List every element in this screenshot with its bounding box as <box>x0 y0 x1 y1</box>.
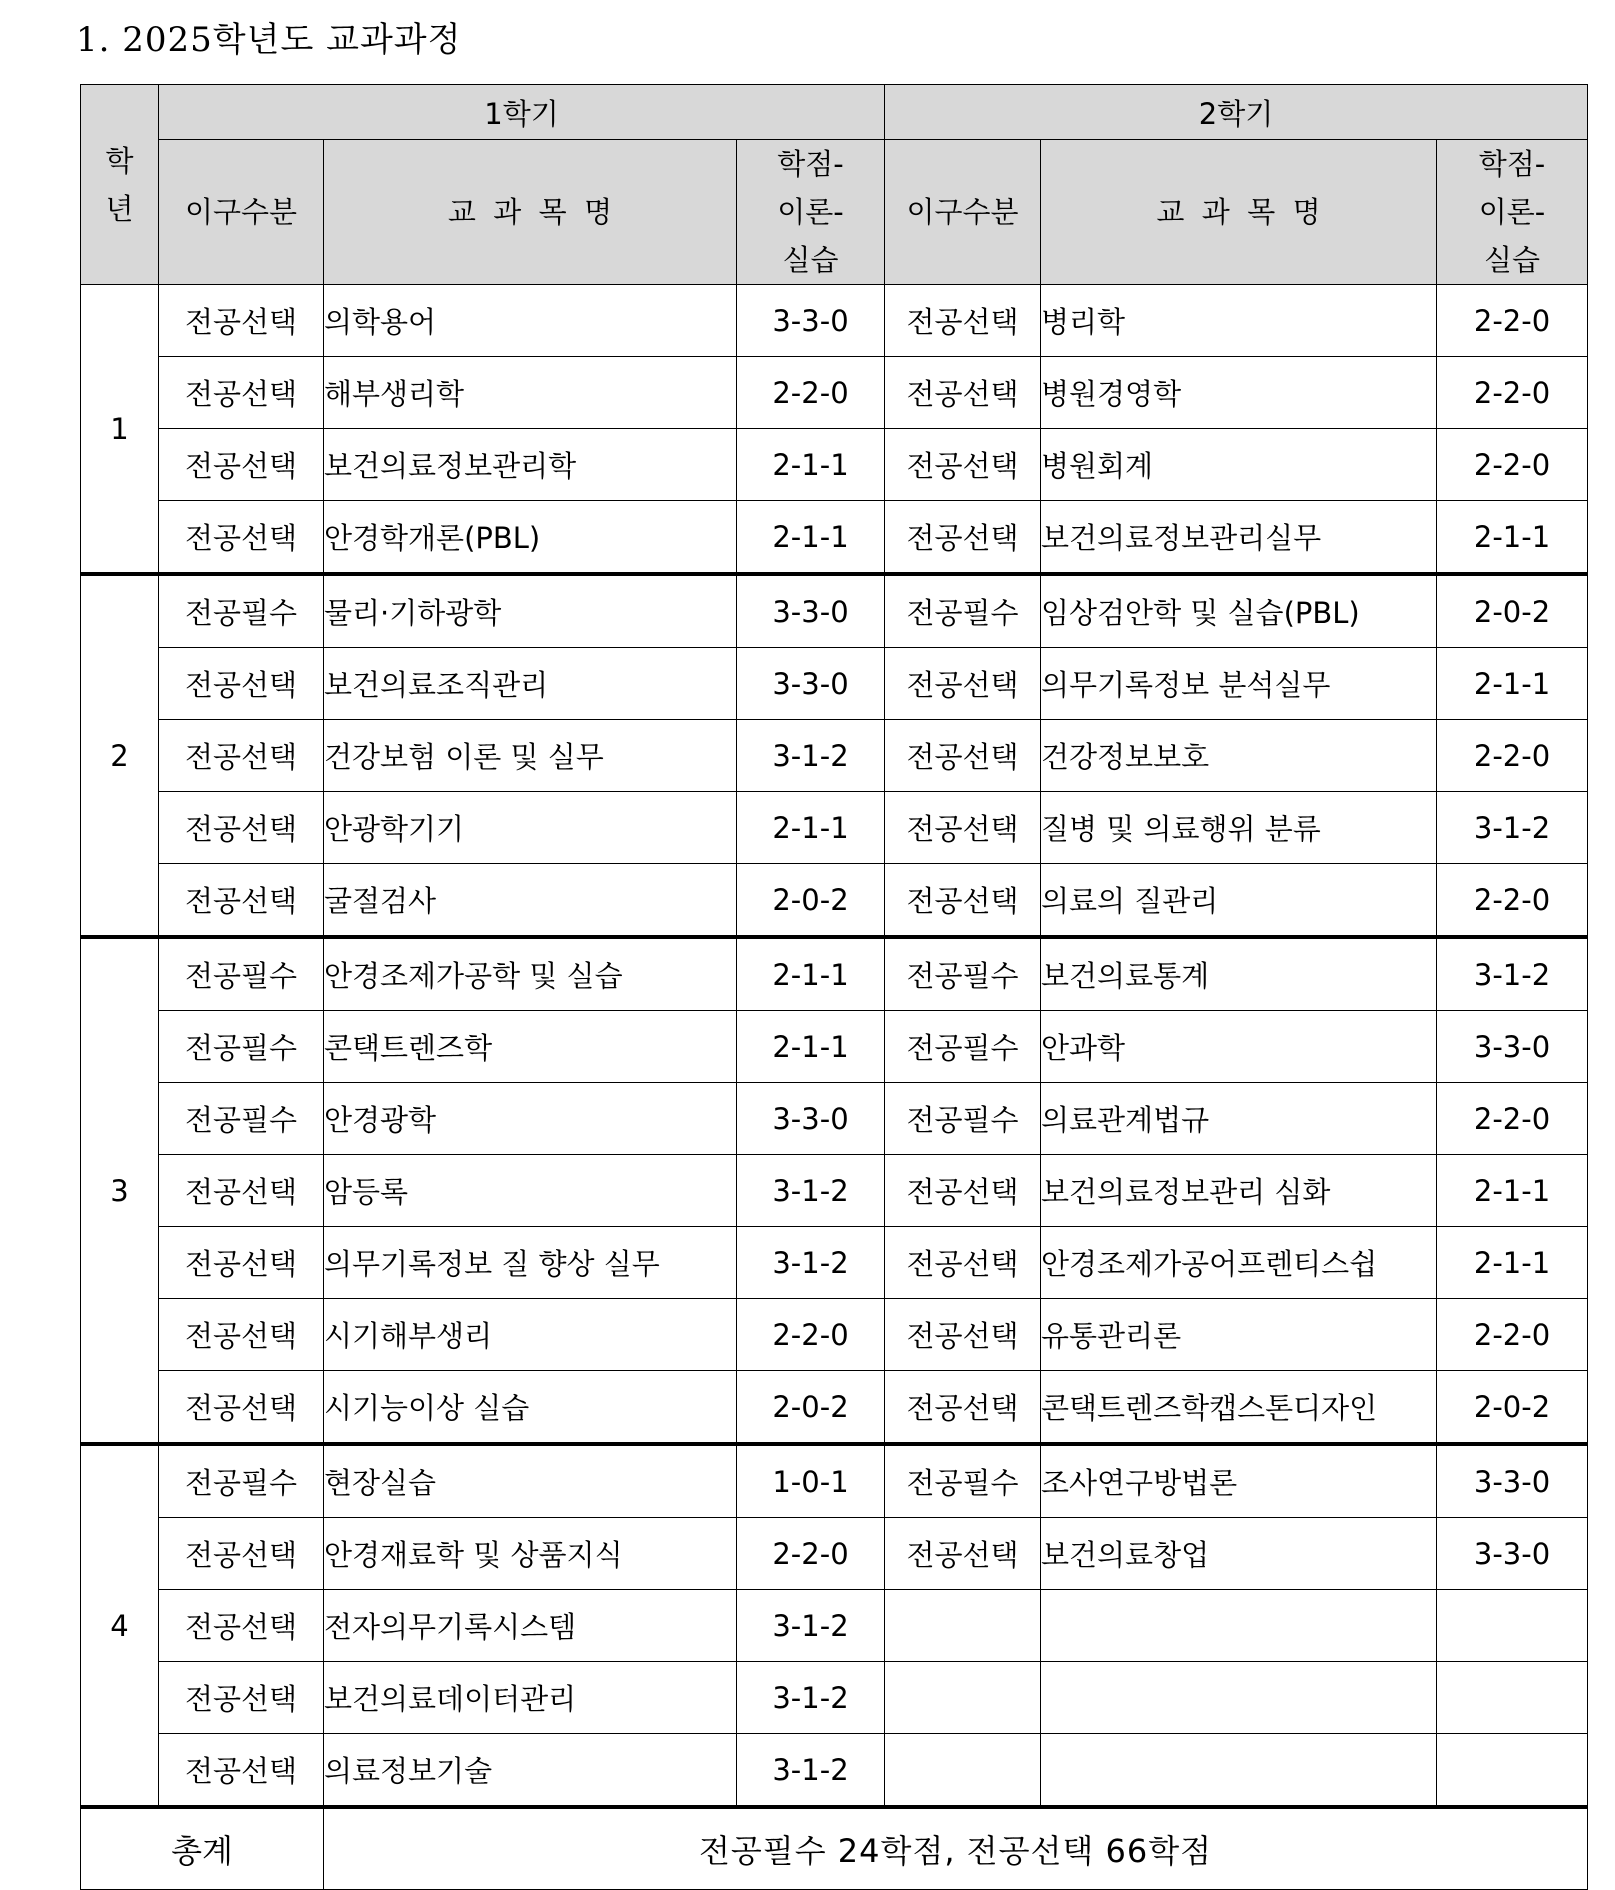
table-row <box>81 1011 1588 1083</box>
division-cell: 전공선택 <box>159 1299 324 1371</box>
total-row <box>81 1807 1588 1890</box>
credits-cell: 2-1-1 <box>737 1011 885 1083</box>
division-cell: 전공선택 <box>885 1227 1041 1299</box>
credits-cell <box>1437 1590 1588 1662</box>
course-cell: 조사연구방법론 <box>1041 1444 1437 1518</box>
credits-cell: 2-2-0 <box>737 1299 885 1371</box>
credits-cell: 2-1-1 <box>1437 501 1588 575</box>
course-cell: 보건의료데이터관리 <box>324 1662 737 1734</box>
course-cell: 유통관리론 <box>1041 1299 1437 1371</box>
page-title: 1. 2025학년도 교과과정 <box>76 20 462 60</box>
credits-cell: 3-1-2 <box>737 1662 885 1734</box>
division-header: 이구수분 <box>159 140 324 285</box>
course-cell: 의료정보기술 <box>324 1734 737 1808</box>
credits-cell: 3-3-0 <box>1437 1444 1588 1518</box>
table-row <box>81 720 1588 792</box>
course-cell <box>1041 1590 1437 1662</box>
credits-cell: 3-1-2 <box>737 1155 885 1227</box>
course-cell: 현장실습 <box>324 1444 737 1518</box>
credits-cell: 3-1-2 <box>1437 937 1588 1011</box>
course-cell: 질병 및 의료행위 분류 <box>1041 792 1437 864</box>
table-row <box>81 864 1588 938</box>
credits-cell: 2-2-0 <box>1437 285 1588 357</box>
credits-header <box>737 140 885 285</box>
credits-cell: 2-1-1 <box>1437 1155 1588 1227</box>
credits-cell: 2-2-0 <box>737 357 885 429</box>
course-cell: 의무기록정보 분석실무 <box>1041 648 1437 720</box>
year-cell: 4 <box>81 1444 159 1807</box>
division-cell: 전공필수 <box>159 1011 324 1083</box>
course-cell: 안경학개론(PBL) <box>324 501 737 575</box>
course-cell: 의료관계법규 <box>1041 1083 1437 1155</box>
table-row <box>81 1444 1588 1518</box>
credits-cell: 2-2-0 <box>1437 1299 1588 1371</box>
course-cell: 보건의료창업 <box>1041 1518 1437 1590</box>
credits-cell: 2-2-0 <box>1437 864 1588 938</box>
division-cell: 전공선택 <box>159 1518 324 1590</box>
table-row <box>81 648 1588 720</box>
credits-cell: 3-1-2 <box>737 1227 885 1299</box>
course-cell: 임상검안학 및 실습(PBL) <box>1041 574 1437 648</box>
division-cell: 전공선택 <box>159 285 324 357</box>
course-cell: 건강정보보호 <box>1041 720 1437 792</box>
course-cell <box>1041 1734 1437 1808</box>
credits-cell: 2-0-2 <box>737 1371 885 1445</box>
division-cell: 전공선택 <box>159 1155 324 1227</box>
course-header <box>1041 140 1437 285</box>
table-row <box>81 501 1588 575</box>
division-cell: 전공선택 <box>159 720 324 792</box>
division-cell: 전공선택 <box>885 501 1041 575</box>
course-cell: 해부생리학 <box>324 357 737 429</box>
year-header <box>81 85 159 285</box>
course-cell: 시기해부생리 <box>324 1299 737 1371</box>
division-cell: 전공선택 <box>159 501 324 575</box>
division-cell: 전공선택 <box>885 1299 1041 1371</box>
division-cell: 전공필수 <box>159 1444 324 1518</box>
credits-cell: 2-1-1 <box>1437 648 1588 720</box>
course-cell: 안경광학 <box>324 1083 737 1155</box>
credits-cell: 2-1-1 <box>1437 1227 1588 1299</box>
division-cell: 전공필수 <box>159 574 324 648</box>
credits-cell: 3-3-0 <box>737 285 885 357</box>
table-row <box>81 1083 1588 1155</box>
division-cell: 전공선택 <box>885 720 1041 792</box>
table-row <box>81 357 1588 429</box>
division-cell: 전공선택 <box>159 1590 324 1662</box>
division-cell <box>885 1662 1041 1734</box>
course-cell: 안경재료학 및 상품지식 <box>324 1518 737 1590</box>
credits-cell: 3-3-0 <box>737 648 885 720</box>
course-cell <box>1041 1662 1437 1734</box>
table-row <box>81 1299 1588 1371</box>
division-cell: 전공선택 <box>885 357 1041 429</box>
semester2-header: 2학기 <box>885 85 1588 140</box>
credits-cell: 2-2-0 <box>1437 429 1588 501</box>
credits-cell: 3-1-2 <box>737 720 885 792</box>
credits-cell: 3-3-0 <box>737 574 885 648</box>
course-cell: 안경조제가공어프렌티스쉽 <box>1041 1227 1437 1299</box>
division-cell: 전공선택 <box>885 285 1041 357</box>
course-header <box>324 140 737 285</box>
course-cell: 의료의 질관리 <box>1041 864 1437 938</box>
division-cell: 전공선택 <box>885 792 1041 864</box>
credits-cell: 1-0-1 <box>737 1444 885 1518</box>
division-cell: 전공선택 <box>885 864 1041 938</box>
division-cell: 전공선택 <box>159 1662 324 1734</box>
credits-cell: 2-0-2 <box>1437 1371 1588 1445</box>
course-cell: 안광학기기 <box>324 792 737 864</box>
course-cell: 전자의무기록시스템 <box>324 1590 737 1662</box>
credits-cell: 2-2-0 <box>1437 720 1588 792</box>
course-cell: 병리학 <box>1041 285 1437 357</box>
division-cell: 전공선택 <box>885 429 1041 501</box>
course-cell: 안과학 <box>1041 1011 1437 1083</box>
table-row <box>81 1734 1588 1808</box>
course-cell: 보건의료통계 <box>1041 937 1437 1011</box>
table-row <box>81 1371 1588 1445</box>
credits-header-text: 학점- 이론- 실습 <box>777 147 844 277</box>
course-cell: 암등록 <box>324 1155 737 1227</box>
credits-cell: 2-2-0 <box>1437 357 1588 429</box>
semester1-header: 1학기 <box>159 85 885 140</box>
course-cell: 병원경영학 <box>1041 357 1437 429</box>
curriculum-table <box>80 84 1588 1890</box>
division-cell: 전공선택 <box>159 357 324 429</box>
credits-header <box>1437 140 1588 285</box>
table-row <box>81 1590 1588 1662</box>
division-cell: 전공필수 <box>885 937 1041 1011</box>
division-cell: 전공선택 <box>159 1734 324 1808</box>
division-cell: 전공필수 <box>159 937 324 1011</box>
table-row <box>81 937 1588 1011</box>
year-cell: 3 <box>81 937 159 1444</box>
credits-cell: 3-3-0 <box>1437 1011 1588 1083</box>
division-cell: 전공선택 <box>159 864 324 938</box>
course-cell: 보건의료정보관리실무 <box>1041 501 1437 575</box>
course-cell: 보건의료정보관리학 <box>324 429 737 501</box>
division-cell <box>885 1590 1041 1662</box>
division-cell: 전공필수 <box>885 1011 1041 1083</box>
course-table-body <box>81 285 1588 1808</box>
credits-cell: 2-1-1 <box>737 792 885 864</box>
division-cell: 전공선택 <box>885 648 1041 720</box>
year-header-text: 학 년 <box>105 143 134 226</box>
credits-cell: 2-2-0 <box>1437 1083 1588 1155</box>
credits-cell: 3-3-0 <box>1437 1518 1588 1590</box>
credits-cell: 2-2-0 <box>737 1518 885 1590</box>
total-section <box>81 1807 1588 1890</box>
year-cell: 2 <box>81 574 159 937</box>
year-cell: 1 <box>81 285 159 575</box>
credits-cell: 2-0-2 <box>1437 574 1588 648</box>
table-row <box>81 1662 1588 1734</box>
credits-cell: 2-0-2 <box>737 864 885 938</box>
course-header-text: 교과목명 <box>1156 195 1339 229</box>
total-value: 전공필수 24학점, 전공선택 66학점 <box>324 1807 1588 1890</box>
table-row <box>81 574 1588 648</box>
course-cell: 시기능이상 실습 <box>324 1371 737 1445</box>
course-cell: 병원회계 <box>1041 429 1437 501</box>
table-row <box>81 1518 1588 1590</box>
division-cell: 전공필수 <box>885 1444 1041 1518</box>
division-cell: 전공선택 <box>159 429 324 501</box>
course-cell: 굴절검사 <box>324 864 737 938</box>
credits-cell <box>1437 1662 1588 1734</box>
course-cell: 보건의료조직관리 <box>324 648 737 720</box>
division-cell: 전공선택 <box>885 1371 1041 1445</box>
division-cell: 전공선택 <box>159 1227 324 1299</box>
course-cell: 물리·기하광학 <box>324 574 737 648</box>
credits-cell: 2-1-1 <box>737 937 885 1011</box>
division-cell: 전공필수 <box>885 1083 1041 1155</box>
course-cell: 콘택트렌즈학 <box>324 1011 737 1083</box>
division-cell: 전공선택 <box>159 792 324 864</box>
table-row <box>81 792 1588 864</box>
course-header-text: 교과목명 <box>447 195 630 229</box>
course-cell: 콘택트렌즈학캡스톤디자인 <box>1041 1371 1437 1445</box>
division-cell: 전공선택 <box>885 1155 1041 1227</box>
credits-cell: 3-1-2 <box>737 1590 885 1662</box>
table-header <box>81 85 1588 285</box>
division-cell: 전공필수 <box>885 574 1041 648</box>
division-cell: 전공선택 <box>885 1518 1041 1590</box>
course-cell: 안경조제가공학 및 실습 <box>324 937 737 1011</box>
total-label: 총계 <box>81 1807 324 1890</box>
credits-cell: 2-1-1 <box>737 501 885 575</box>
credits-cell: 3-3-0 <box>737 1083 885 1155</box>
division-cell: 전공선택 <box>159 1371 324 1445</box>
division-cell: 전공필수 <box>159 1083 324 1155</box>
course-cell: 의무기록정보 질 향상 실무 <box>324 1227 737 1299</box>
credits-cell: 3-1-2 <box>737 1734 885 1808</box>
table-row <box>81 429 1588 501</box>
table-row <box>81 1155 1588 1227</box>
course-cell: 의학용어 <box>324 285 737 357</box>
division-cell <box>885 1734 1041 1808</box>
division-cell: 전공선택 <box>159 648 324 720</box>
credits-cell: 2-1-1 <box>737 429 885 501</box>
division-header: 이구수분 <box>885 140 1041 285</box>
credits-header-text: 학점- 이론- 실습 <box>1478 147 1546 277</box>
credits-cell <box>1437 1734 1588 1808</box>
course-cell: 보건의료정보관리 심화 <box>1041 1155 1437 1227</box>
table-row <box>81 1227 1588 1299</box>
table-row <box>81 285 1588 357</box>
credits-cell: 3-1-2 <box>1437 792 1588 864</box>
course-cell: 건강보험 이론 및 실무 <box>324 720 737 792</box>
